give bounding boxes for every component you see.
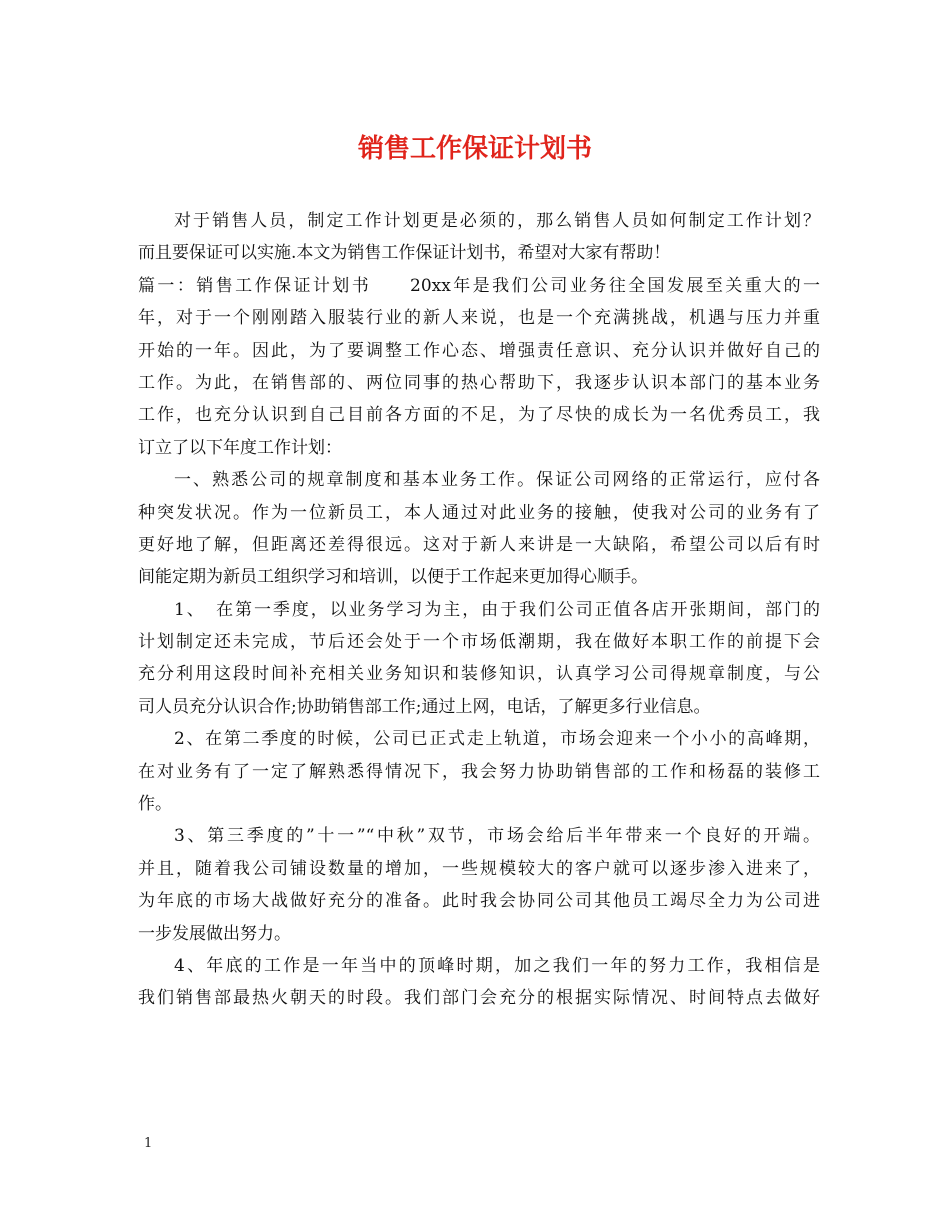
body-line: 种突发状况。作为一位新员工，本人通过对此业务的接触，使我对公司的业务有了 bbox=[138, 502, 820, 523]
body-line: 充分利用这段时间补充相关业务知识和装修知识，认真学习公司得规章制度，与公 bbox=[138, 664, 820, 685]
body-line: 计划制定还未完成，节后还会处于一个市场低潮期，我在做好本职工作的前提下会 bbox=[138, 632, 820, 653]
body-line: 间能定期为新员工组织学习和培训，以便于工作起来更加得心顺手。 bbox=[138, 567, 648, 588]
body-line: 而且要保证可以实施.本文为销售工作保证计划书，希望对大家有帮助！ bbox=[138, 243, 671, 264]
body-line: 工作。为此，在销售部的、两位同事的热心帮助下，我逐步认识本部门的基本业务 bbox=[138, 372, 820, 393]
body-line: 订立了以下年度工作计划： bbox=[138, 437, 342, 458]
body-line: 工作，也充分认识到自己目前各方面的不足，为了尽快的成长为一名优秀员工，我 bbox=[138, 405, 820, 426]
body-line: 1、 在第一季度，以业务学习为主，由于我们公司正值各店开张期间，部门的 bbox=[174, 599, 820, 620]
body-line: 篇一：销售工作保证计划书 20xx年是我们公司业务往全国发展至关重大的一 bbox=[138, 275, 820, 296]
body-line: 3、第三季度的”十一”“中秋”双节，市场会给后半年带来一个良好的开端。 bbox=[174, 826, 820, 847]
body-line: 在对业务有了一定了解熟悉得情况下，我会努力协助销售部的工作和杨磊的装修工 bbox=[138, 761, 820, 782]
body-line: 为年底的市场大战做好充分的准备。此时我会协同公司其他员工竭尽全力为公司进 bbox=[138, 891, 820, 912]
body-line: 2、在第二季度的时候，公司已正式走上轨道，市场会迎来一个小小的高峰期， bbox=[174, 729, 820, 750]
page-number: 1 bbox=[144, 1136, 153, 1151]
document-title: 销售工作保证计划书 bbox=[357, 134, 592, 164]
body-line: 一步发展做出努力。 bbox=[138, 923, 291, 944]
body-line: 并且，随着我公司铺设数量的增加，一些规模较大的客户就可以逐步渗入进来了， bbox=[138, 858, 820, 879]
body-line: 开始的一年。因此，为了要调整工作心态、增强责任意识、充分认识并做好自己的 bbox=[138, 340, 820, 361]
body-line: 我们销售部最热火朝天的时段。我们部门会充分的根据实际情况、时间特点去做好 bbox=[138, 988, 820, 1009]
body-line: 4、年底的工作是一年当中的顶峰时期，加之我们一年的努力工作，我相信是 bbox=[174, 955, 820, 976]
body-line: 更好地了解，但距离还差得很远。这对于新人来讲是一大缺陷，希望公司以后有时 bbox=[138, 534, 820, 555]
body-line: 年，对于一个刚刚踏入服装行业的新人来说，也是一个充满挑战，机遇与压力并重 bbox=[138, 308, 820, 329]
body-line: 一、熟悉公司的规章制度和基本业务工作。保证公司网络的正常运行，应付各 bbox=[174, 470, 820, 491]
body-line: 作。 bbox=[138, 794, 172, 815]
body-line: 对于销售人员，制定工作计划更是必须的，那么销售人员如何制定工作计划？ bbox=[174, 211, 820, 231]
body-line: 司人员充分认识合作;协助销售部工作;通过上网，电话，了解更多行业信息。 bbox=[138, 696, 711, 717]
document-body bbox=[138, 205, 820, 1015]
